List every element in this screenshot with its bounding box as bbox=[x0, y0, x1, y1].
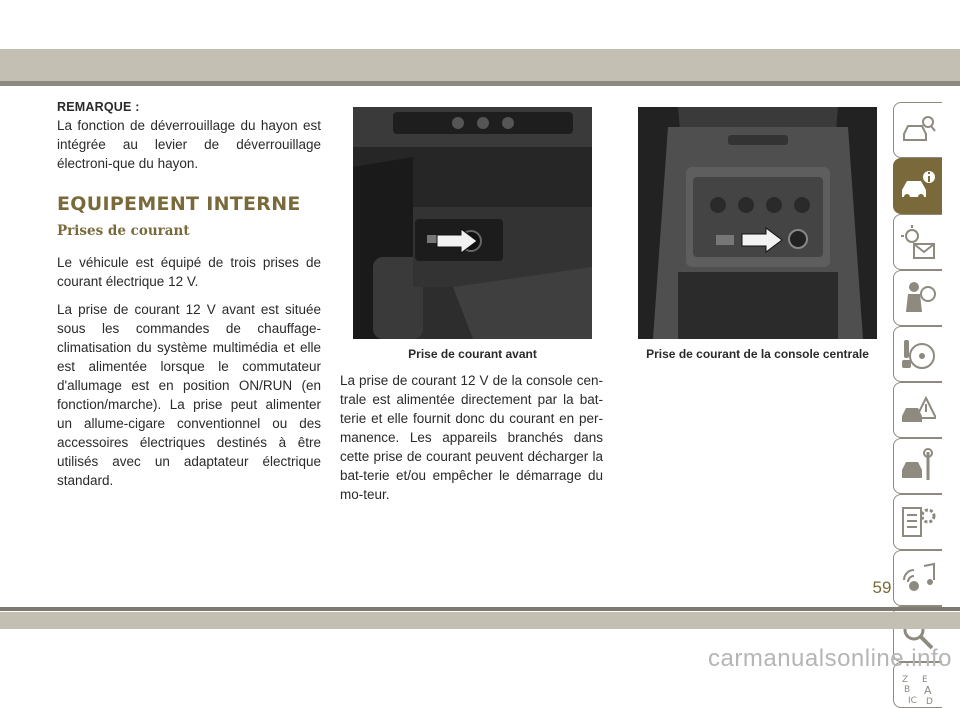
paragraph-outlets-count: Le véhicule est équipé de trois prises de courant électrique 12 V. bbox=[57, 255, 321, 289]
svg-text:B: B bbox=[904, 685, 911, 695]
middle-column bbox=[340, 371, 603, 513]
top-decorative-band bbox=[0, 49, 960, 81]
section-title: EQUIPEMENT INTERNE bbox=[57, 193, 301, 215]
tab-vehicle-overview[interactable] bbox=[893, 102, 942, 158]
tab-servicing-maintenance[interactable] bbox=[893, 438, 942, 494]
front-outlet-caption: Prise de courant avant bbox=[408, 347, 537, 361]
console-outlet-photo bbox=[638, 107, 877, 339]
section-subtitle: Prises de courant bbox=[57, 223, 190, 239]
warning-lights-message-icon bbox=[900, 224, 936, 260]
tab-technical-specifications[interactable] bbox=[893, 494, 942, 550]
bottom-divider-line bbox=[0, 607, 960, 611]
car-breakdown-icon bbox=[900, 392, 936, 428]
alphabet-index-icon bbox=[900, 672, 936, 706]
tab-getting-to-know-vehicle[interactable] bbox=[893, 158, 942, 214]
top-divider-line bbox=[0, 81, 960, 86]
svg-text:Z: Z bbox=[902, 675, 909, 685]
page-number: 59 bbox=[872, 578, 892, 597]
console-outlet-caption: Prise de courant de la console centrale bbox=[646, 347, 869, 361]
tab-starting-operating[interactable] bbox=[893, 326, 942, 382]
svg-text:A: A bbox=[924, 684, 932, 697]
car-tools-icon bbox=[900, 448, 936, 484]
car-magnifier-icon bbox=[900, 112, 936, 148]
watermark-text: carmanualsonline.info bbox=[708, 645, 952, 672]
left-column bbox=[57, 100, 321, 499]
steering-wheel-icon bbox=[900, 336, 936, 372]
paragraph-front-outlet: La prise de courant 12 V avant est située sous les commandes de chauffage-climatisation du système multimédia et elle est alimentée lorsque le commutateur d'allumage est en position ON/RUN (en fonction/marche). La prise peut alimenter un allume-cigare conventionnel ou des accessoires électriques destinés à être utilisés avec un adaptateur électrique standard. bbox=[57, 302, 321, 488]
tab-emergency[interactable] bbox=[893, 382, 942, 438]
paragraph-console-outlet: La prise de courant 12 V de la console cen-trale est alimentée directement par la bat-terie et elle fournit donc du courant en per-manence. Les appareils branchés dans cette prise de courant peuvent décharger la bat-terie et/ou empêcher le démarrage du mo-teur. bbox=[340, 373, 603, 502]
tab-safety[interactable] bbox=[893, 270, 942, 326]
remark-label: REMARQUE : bbox=[57, 100, 140, 114]
multimedia-icon bbox=[900, 560, 936, 596]
bottom-decorative-band bbox=[0, 612, 960, 629]
svg-text:D: D bbox=[926, 697, 933, 706]
specifications-gear-icon bbox=[900, 504, 936, 540]
car-info-icon bbox=[900, 168, 936, 204]
airbag-passenger-icon bbox=[900, 280, 936, 316]
remark-text: La fonction de déverrouillage du hayon est intégrée au levier de déverrouillage électroni-que du hayon. bbox=[57, 118, 321, 171]
front-outlet-photo bbox=[353, 107, 592, 339]
svg-text:E: E bbox=[922, 675, 928, 685]
tab-instrument-panel[interactable] bbox=[893, 214, 942, 270]
svg-text:IC: IC bbox=[908, 696, 917, 706]
